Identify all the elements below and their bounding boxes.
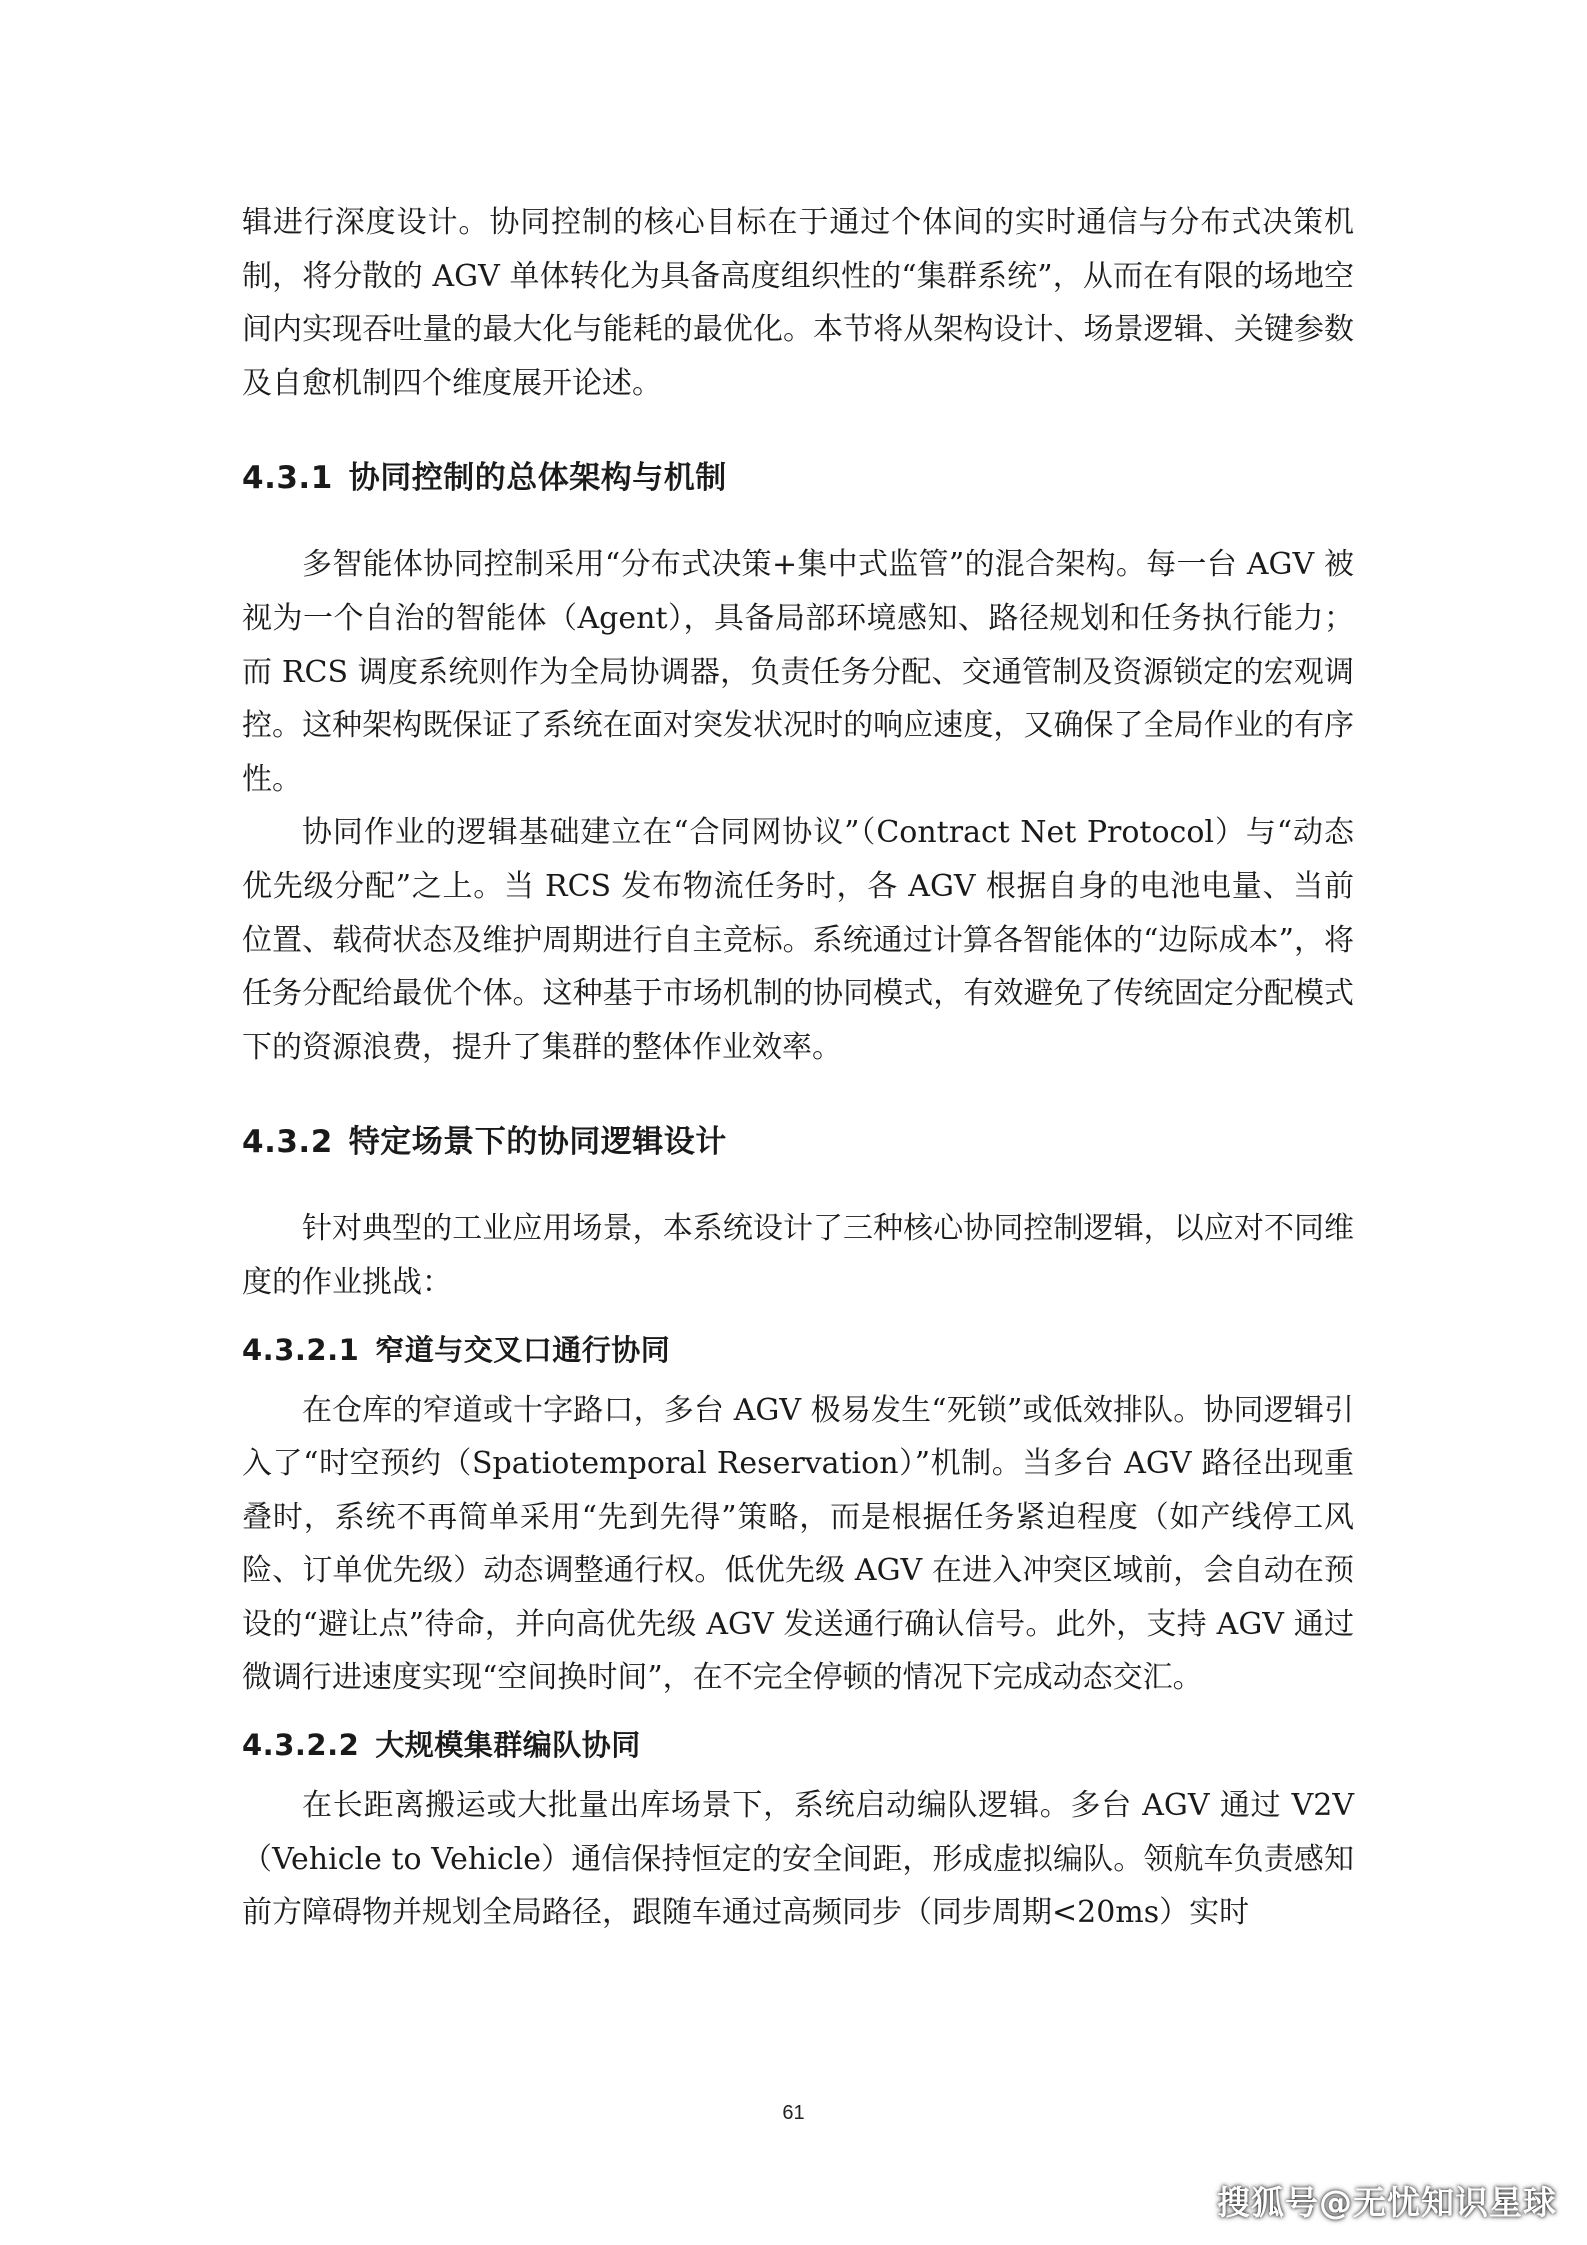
paragraph-4-3-1-b: 协同作业的逻辑基础建立在“合同网协议”（Contract Net Protocol）与“动态优先级分配”之上。当 RCS 发布物流任务时，各 AGV 根据自身的电池电量、当前位置、载荷状态及维护周期进行自主竞标。系统通过计算各智能体的“边际成本”，将任务分配给最优个体。这种基于市场机制的协同模式，有效避免了传统固定分配模式下的资源浪费，提升了集群的整体作业效率。 (242, 815, 1354, 1065)
paragraph-4-3-2-1: 在仓库的窄道或十字路口，多台 AGV 极易发生“死锁”或低效排队。协同逻辑引入了“时空预约（Spatiotemporal Reservation）”机制。当多台 AGV 路径出现重叠时，系统不再简单采用“先到先得”策略，而是根据任务紧迫程度（如产线停工风险、订单优先级）动态调整通行权。低优先级 AGV 在进入冲突区域前，会自动在预设的“避让点”待命，并向高优先级 AGV 发送通行确认信号。此外，支持 AGV 通过微调行进速度实现“空间换时间”，在不完全停顿的情况下完成动态交汇。 (242, 1392, 1354, 1696)
section-number: 4.3.2 (242, 1124, 333, 1161)
page-content (242, 196, 1354, 1940)
page-number: 61 (782, 2102, 805, 2124)
section-title: 协同控制的总体架构与机制 (348, 460, 727, 497)
paragraph-4-3-2: 针对典型的工业应用场景，本系统设计了三种核心协同控制逻辑，以应对不同维度的作业挑战： (242, 1211, 1354, 1300)
section-number: 4.3.1 (242, 460, 333, 497)
subsection-title: 窄道与交叉口通行协同 (375, 1332, 671, 1367)
subsection-heading-4-3-2-2 (242, 1725, 1354, 1765)
subsection-number: 4.3.2.1 (242, 1332, 360, 1367)
subsection-number: 4.3.2.2 (242, 1728, 360, 1763)
section-title: 特定场景下的协同逻辑设计 (348, 1124, 727, 1161)
watermark: 搜狐号@无忧知识星球 (1217, 2183, 1557, 2222)
paragraph-4-3-1-a: 多智能体协同控制采用“分布式决策+集中式监管”的混合架构。每一台 AGV 被视为一个自治的智能体（Agent），具备局部环境感知、路径规划和任务执行能力；而 RCS 调度系统则作为全局协调器，负责任务分配、交通管制及资源锁定的宏观调控。这种架构既保证了系统在面对突发状况时的响应速度，又确保了全局作业的有序性。 (242, 547, 1354, 797)
intro-paragraph: 辑进行深度设计。协同控制的核心目标在于通过个体间的实时通信与分布式决策机制，将分散的 AGV 单体转化为具备高度组织性的“集群系统”，从而在有限的场地空间内实现吞吐量的最大化与能耗的最优化。本节将从架构设计、场景逻辑、关键参数及自愈机制四个维度展开论述。 (242, 205, 1354, 401)
subsection-title: 大规模集群编队协同 (375, 1728, 641, 1763)
section-heading-4-3-2 (242, 1120, 1354, 1164)
subsection-heading-4-3-2-1 (242, 1330, 1354, 1370)
paragraph-4-3-2-2: 在长距离搬运或大批量出库场景下，系统启动编队逻辑。多台 AGV 通过 V2V（Vehicle to Vehicle）通信保持恒定的安全间距，形成虚拟编队。领航车负责感知前方障碍物并规划全局路径，跟随车通过高频同步（同步周期<20ms）实时 (242, 1788, 1354, 1931)
section-heading-4-3-1 (242, 456, 1354, 500)
